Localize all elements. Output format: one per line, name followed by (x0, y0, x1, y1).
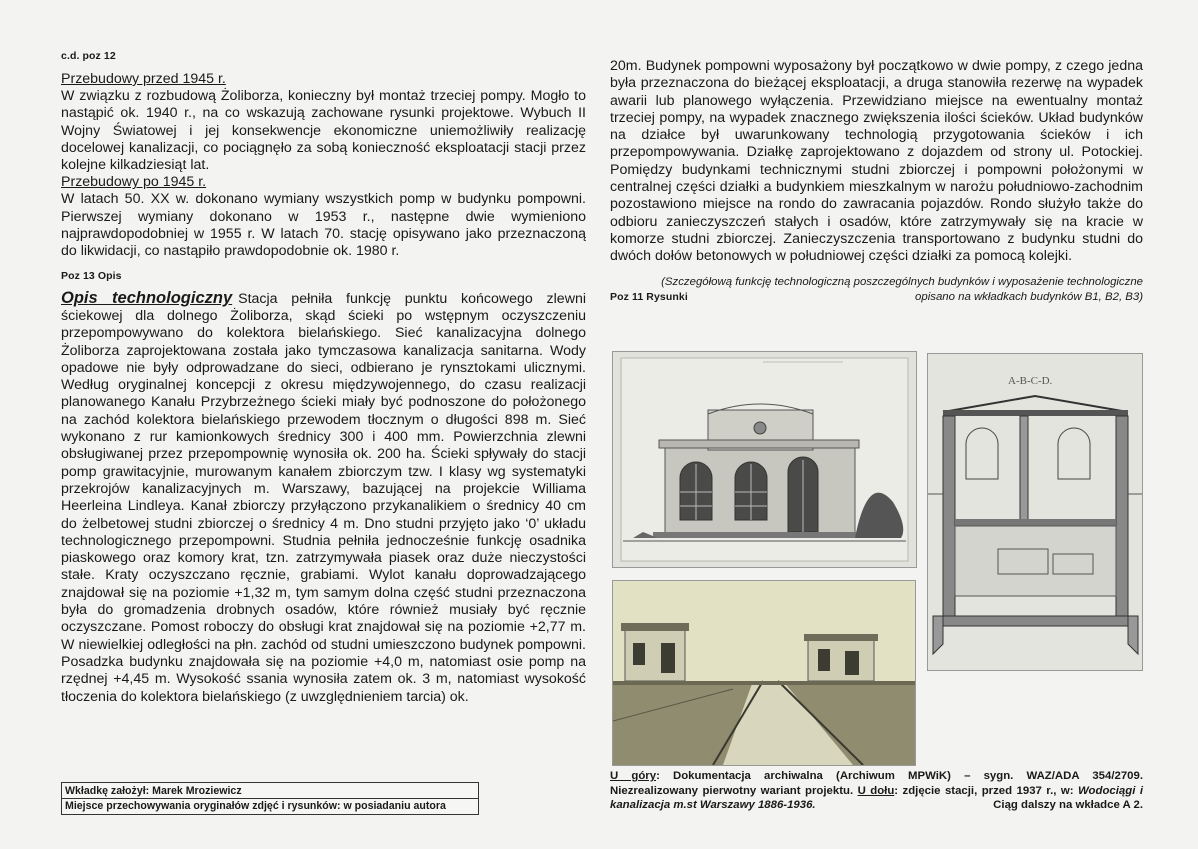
footer-author: Wkładkę założył: Marek Mroziewicz (65, 785, 242, 797)
caption-book-title: Wodociągi i kanalizacja m.st Warszawy 1886-1936. (610, 784, 1143, 811)
right-body-text: 20m. Budynek pompowni wyposażony był początkowo w dwie pompy, z czego jedna była przeznaczona do bieżącej eksploatacji, a druga stanowiła rezerwę na wypadek awarii lub planowego wyłączenia. Przewidziano miejsce na ewentualny montaż trzeciej pompy, na wypadek znacznego zwiększenia ilości ścieków. Układ budynków na działce był uwarunkowany technologią przygotowania ścieków i ich przepompowywania. Działkę zaprojektowano z dojazdem od strony ul. Potockiej. Pomiędzy budynkami technicznymi studni zbiorczej i pompowni położonymi w centralnej części działki a budynkiem mieszkalnym w narożu południowo-zachodnim pozostawiono miejsce na rondo do zawracania pojazdów. Rondo służyło także do odbioru zanieczyszczeń stałych i osadów, które zatrzymywały się na kracie w komorze studni zbiorczej. Zanieczyszczenia transportowano z budynku studni do dwóch dołów betonowych w południowej części działki za pomocą kolejki. (610, 58, 1143, 265)
poz11-header: Poz 11 Rysunki (610, 290, 688, 303)
caption-u-gory: U góry (610, 770, 657, 782)
caption-bottom-text: : zdjęcie stacji, przed 1937 r., w: (894, 784, 1078, 797)
opis-text: Stacja pełniła funkcję punktu końcowego zlewni ściekowej dla dolnego Żoliborza, skąd ścieki po wstępnym oczyszczeniu przepompowywano do kolektora bielańskiego. Sieć kanalizacyjna dolnego Żoliborza zaprojektowana została jako tymczasowa kanalizacja sanitarna. Wody opadowe nie były odprowadzane do sieci, odbierano je rynsztokami ulicznymi. Według oryginalnej koncepcji z okresu międzywojennego, do czasu realizacji planowanego Kanału Przybrzeżnego ścieki miały być podnoszone do położonego na zachód kolektora bielańskiego przewodem tłocznym o długości 898 m. Sieć wykonano z rur kamionkowych średnicy 300 i 400 mm. Powierzchnia zlewni obsługiwanej przez przepompownię wynosiła ok. 200 ha. Ścieki spływały do stacji pomp grawitacyjnie, murowanym kanałem zbiorczym tzw. I klasy wg systematyki przekrojów kanalizacyjnych m. Warszawy, bazującej na projekcie Williama Heerleina Lindleya. Kanał zbiorczy przyłączono przykanalikiem o średnicy 40 cm do żelbetowej studni zbiorczej o średnicy 4 m. Dno studni przyjęto jako ‘0’ układu technologicznego przepompowni. Studnia pełniła jednocześnie funkcję osadnika piaskowego oraz komory krat, tzn. zatrzymywała piasek oraz duże nieczystości stałe. Kraty oczyszczano ręcznie, grabiami. Wylot kanału doprowadzającego znajdował się na poziomie +1,32 m, tym samym dolna część studni przeznaczona była do gromadzenia drobnych osadów, które również musiały być ręcznie oczyszczane. Pomost roboczy do obsługi krat znajdował się na poziomie +2,77 m. W niewielkiej odległości na płn. zachód od studni umieszczono budynek pompowni. Posadzka budynku znajdowała się na poziomie +4,0 m, natomiast osie pomp na rzędnej +4,45 m. Wysokość ssania wynosiła zatem ok. 3 m, natomiast wysokość tłoczenia do kolektora bielańskiego (z uwzględnieniem tarcia) ok. (61, 290, 586, 705)
section-drawing (927, 353, 1143, 671)
footer-box (61, 782, 479, 815)
photo-caption (610, 769, 1143, 813)
right-column (610, 58, 1143, 303)
poz13-header: Poz 13 Opis (61, 269, 122, 282)
facade-drawing (612, 351, 917, 568)
section-drawing-svg (928, 354, 1142, 670)
section-text-after-1945: W latach 50. XX w. dokonano wymiany wszystkich pomp w budynku pompowni. Pierwszej wymiany dokonano w 1953 r., następne dwie wymieniono najprawdopodobniej w 1955 r. W latach 70. stację opisywano jako przeznaczoną do likwidacji, co nastąpiło prawdopodobnie ok. 1980 r. (61, 191, 586, 260)
caption-u-dolu: U dołu (857, 784, 895, 797)
section-text-before-1945: W związku z rozbudową Żoliborza, konieczny był montaż trzeciej pompy. Mogło to nastąpić ok. 1940 r., na co wskazują zachowane rysunki projektowe. Wybuch II Wojny Światowej i jej konsekwencje ekonomiczne uniemożliwiły realizację docelowej kanalizacji, co pociągnęło za sobą konieczność eksploatacji stacji przez kolejne kilkadziesiąt lat. (61, 88, 586, 174)
opis-paragraph (61, 290, 586, 706)
section-title-before-1945: Przebudowy przed 1945 r. (61, 71, 226, 87)
facade-drawing-svg (613, 352, 916, 567)
continuation-header: c.d. poz 12 (61, 50, 116, 62)
opis-title: Opis technologiczny (61, 288, 233, 307)
station-photo (612, 580, 916, 766)
footer-storage: Miejsce przechowywania oryginałów zdjęć i rysunków: w posiadaniu autora (62, 798, 478, 813)
caption-continued: Ciąg dalszy na wkładce A 2. (993, 799, 1143, 811)
section-title-after-1945: Przebudowy po 1945 r. (61, 174, 207, 191)
caption-top-text: : Dokumentacja archiwalna (Archiwum MPWiK) – sygn. WAZ/ADA 354/2709. Niezrealizowany pierwotny wariant projektu. (610, 770, 1144, 797)
caption-line-2: opisano na wkładkach budynków B1, B2, B3) (915, 290, 1143, 303)
station-photo-svg (613, 581, 915, 765)
caption-line-1: (Szczegółową funkcję technologiczną poszczególnych budynków i wyposażenie technologiczne (661, 275, 1143, 288)
section-drawing-label: A-B-C-D. (1008, 375, 1053, 387)
left-column (61, 50, 586, 706)
